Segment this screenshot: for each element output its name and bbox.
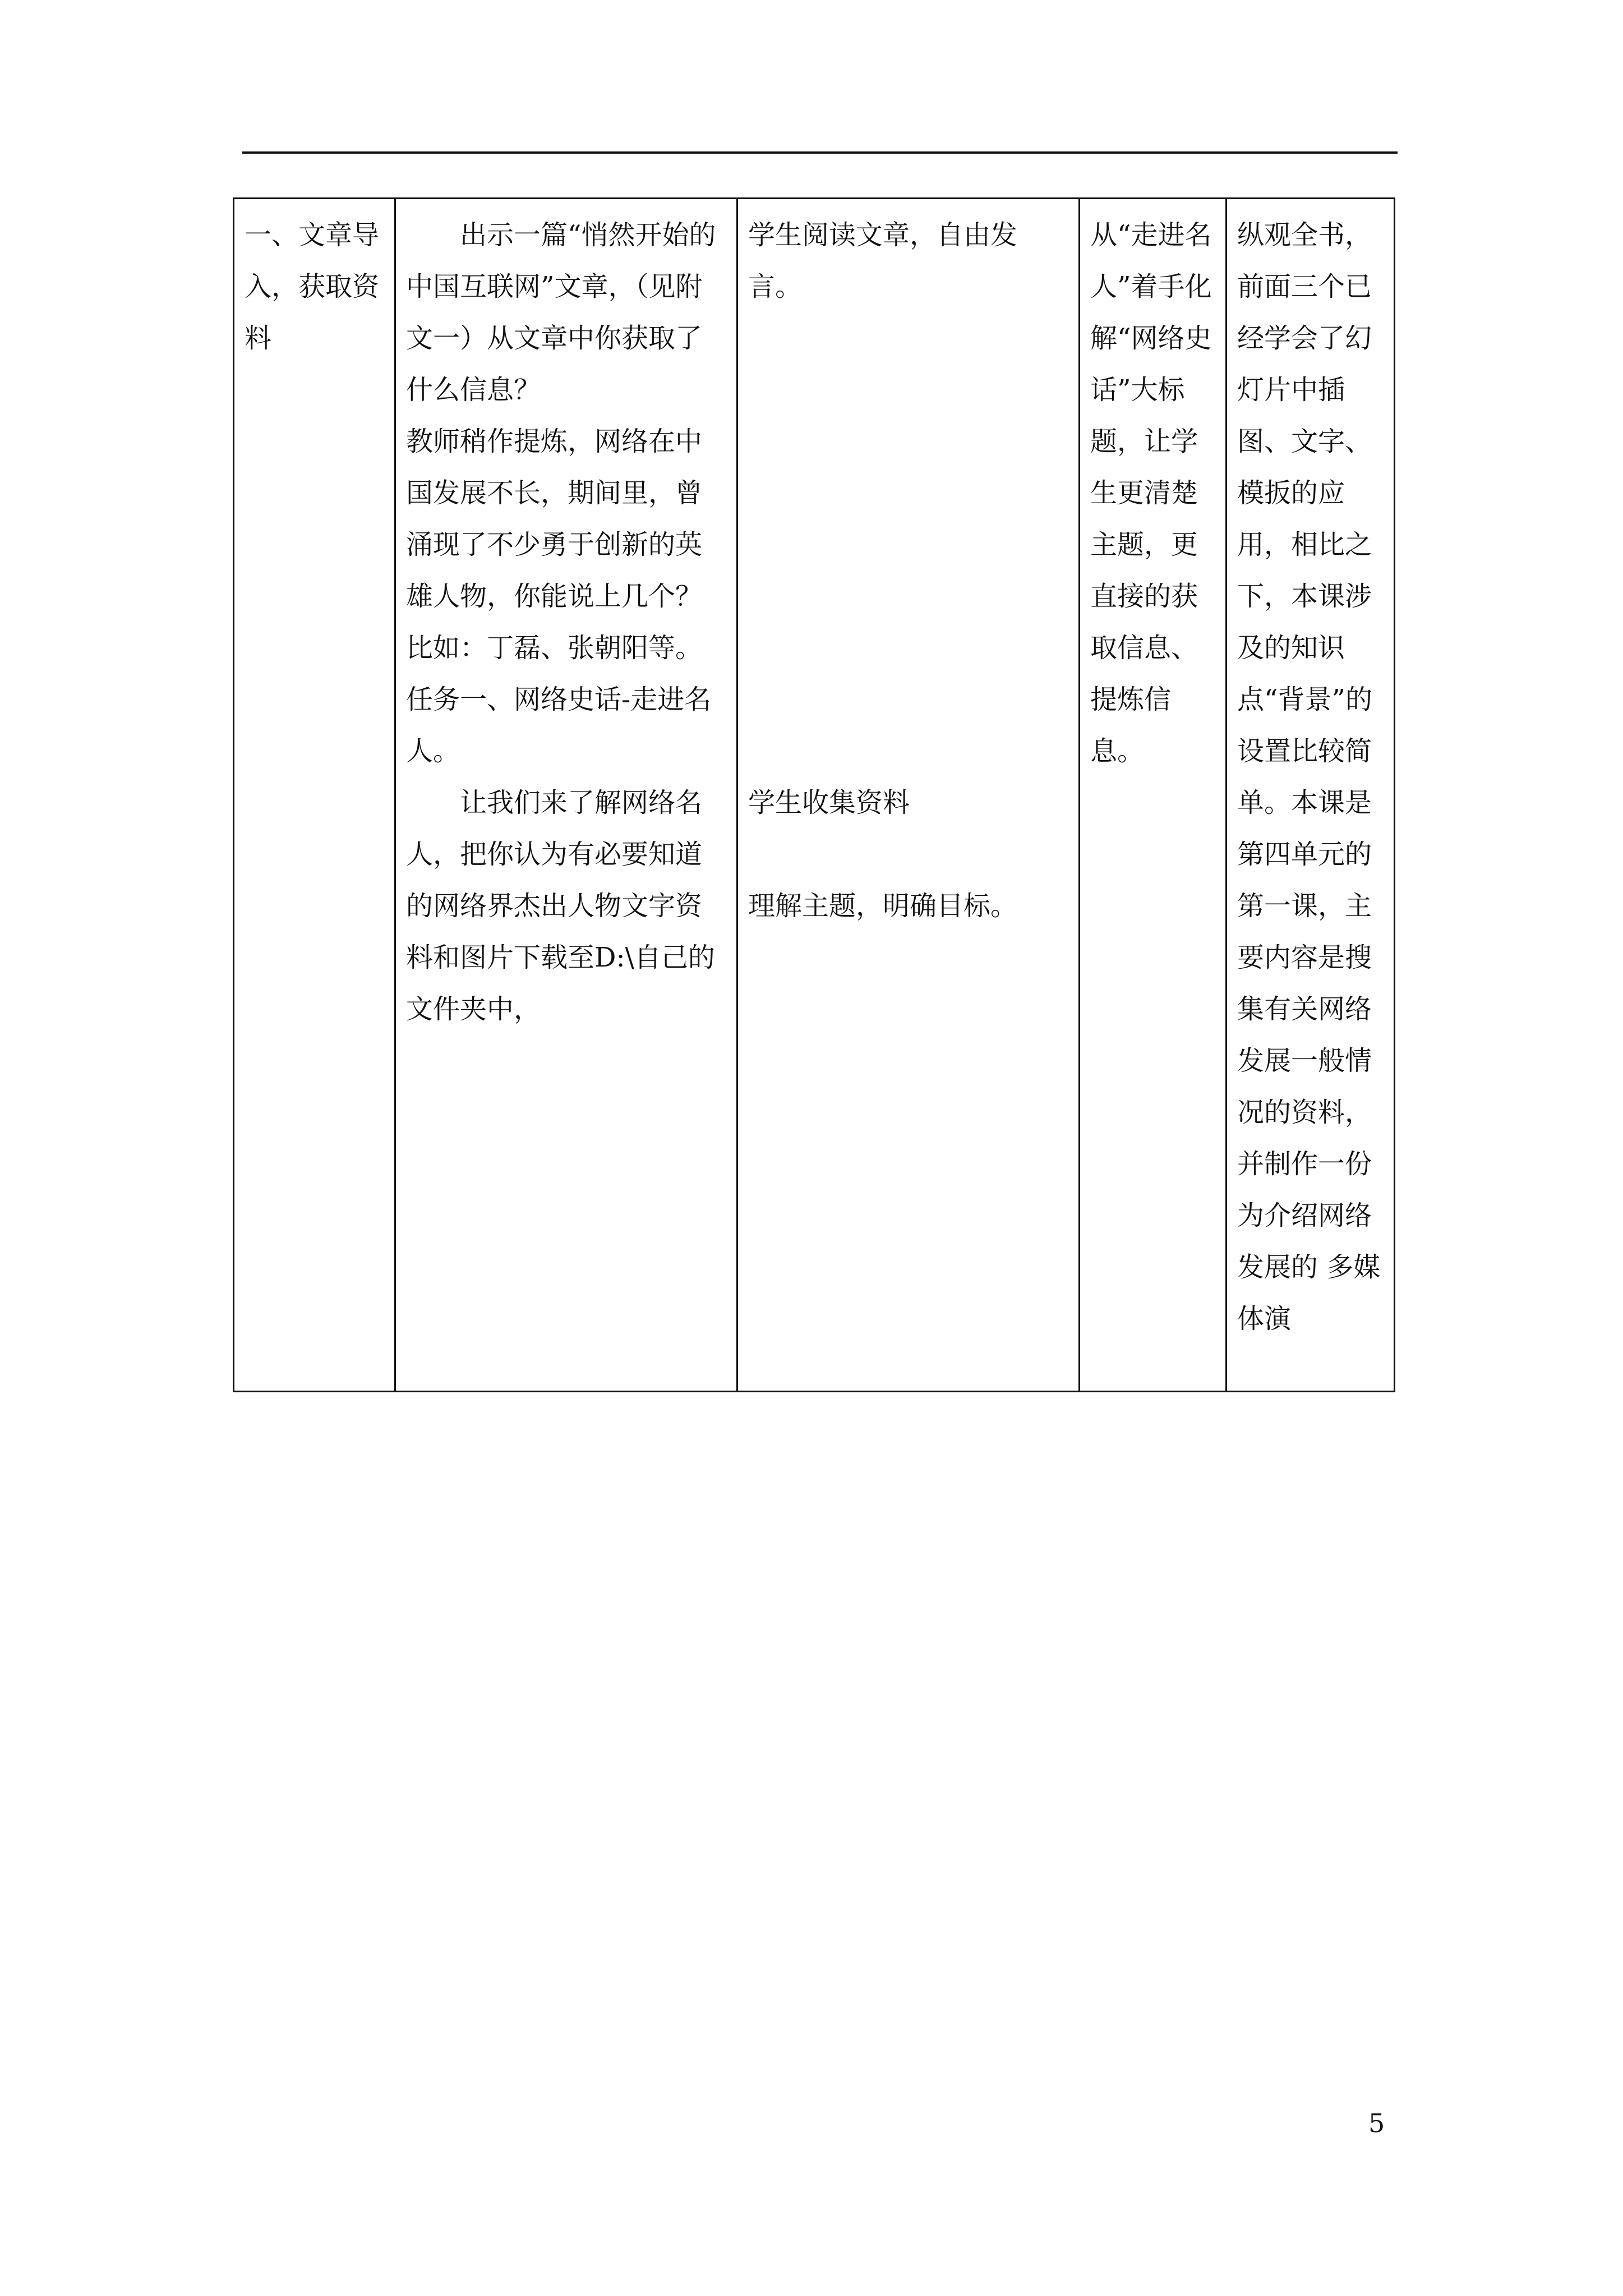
student-activity-1: 学生阅读文章，自由发言。 [748, 219, 1018, 302]
stage-text: 一、文章导入，获取资料 [245, 219, 380, 354]
design-intent-text: 从“走进名人”着手化解“网络史话”大标题，让学生更清楚主题，更直接的获取信息、提炼信息。 [1090, 219, 1212, 767]
student-activity-cell [737, 199, 1080, 1392]
student-activity-2: 学生收集资料 [748, 787, 910, 818]
header-rule [242, 151, 1398, 154]
lesson-plan-table [233, 197, 1395, 1392]
analysis-text: 纵观全书，前面三个已经学会了幻灯片中插图、文字、模扳的应用，相比之下，本课涉及的知识点“背景”的设置比较简单。本课是第四单元的第一课，主要内容是搜集有关网络发展一般情况的资料，并制作一份为介绍网络发展的 多媒体演 [1237, 219, 1381, 1335]
design-intent-cell [1080, 199, 1227, 1392]
teacher-paragraph-3: 任务一、网络史话-走进名人。 [406, 684, 712, 767]
analysis-cell [1227, 199, 1395, 1392]
teacher-activity-cell [395, 199, 737, 1392]
teacher-paragraph-1: 出示一篇“悄然开始的中国互联网”文章，（见附文一）从文章中你获取了什么信息？ [406, 219, 716, 406]
teacher-paragraph-4: 让我们来了解网络名人，把你认为有必要知道的网络界杰出人物文字资料和图片下载至D:\自己的文件夹中， [406, 787, 715, 1025]
teacher-paragraph-2: 教师稍作提炼，网络在中国发展不长，期间里，曾涌现了不少勇于创新的英雄人物，你能说上几个？比如：丁磊、张朝阳等。 [406, 426, 703, 664]
student-activity-3: 理解主题，明确目标。 [748, 890, 1018, 922]
table-row [234, 199, 1395, 1392]
page-number: 5 [1368, 2108, 1385, 2138]
stage-cell [234, 199, 395, 1392]
